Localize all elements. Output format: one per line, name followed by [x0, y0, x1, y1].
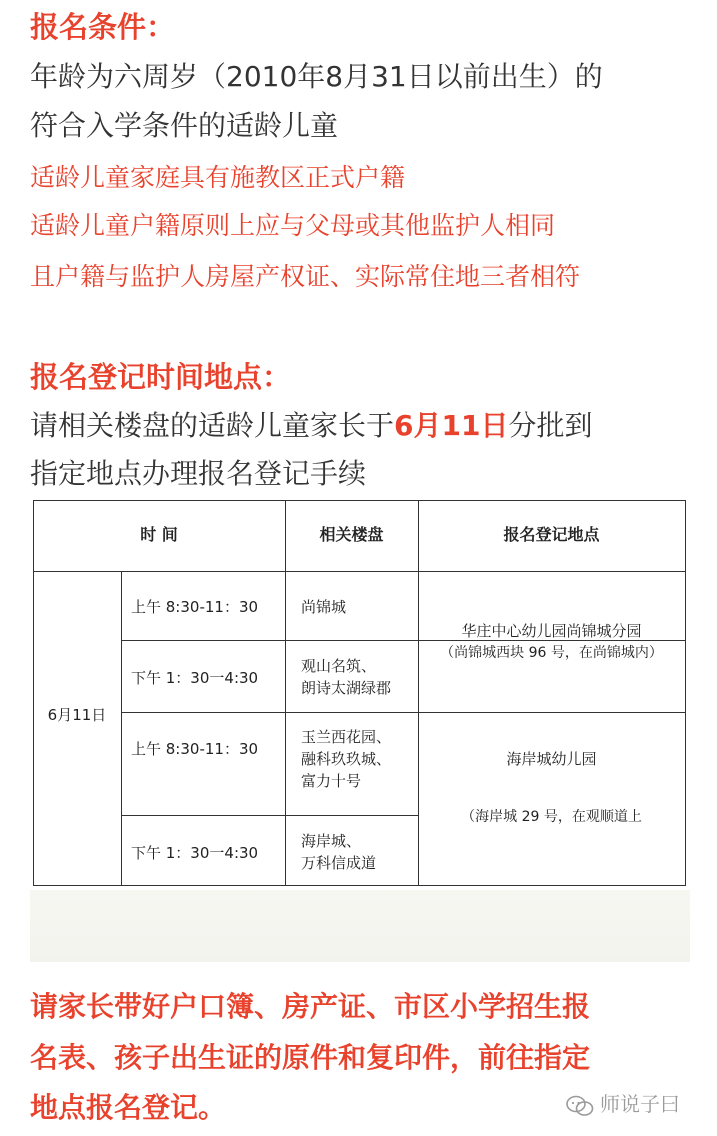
- section-title-time-place: 报名登记时间地点：: [30, 360, 292, 394]
- location-cell-2: [418, 748, 685, 828]
- location-2-address: （海岸城 29 号，在观顺道上: [461, 809, 642, 825]
- estate-cell-3: [301, 726, 391, 792]
- section-title-conditions: 报名条件：: [30, 10, 176, 44]
- conditions-line-2: 符合入学条件的适龄儿童: [30, 109, 339, 142]
- estate-cell-4: [301, 830, 376, 874]
- estate-3-line-3: 富力十号: [301, 772, 362, 790]
- watermark-text: 师说子曰: [600, 1092, 680, 1116]
- bottom-note-line-1: 请家长带好户口簿、房产证、市区小学招生报: [30, 990, 591, 1023]
- estate-4-line-2: 万科信成道: [301, 854, 377, 872]
- location-2-name: 海岸城幼儿园: [506, 750, 597, 768]
- location-1-address: （尚锦城西块 96 号，在尚锦城内）: [440, 645, 663, 661]
- time-cell-2: 下午 1：30一4:30: [131, 669, 259, 687]
- time-place-line-1-post: 分批到: [508, 409, 593, 442]
- conditions-line-1: 年龄为六周岁（2010年8月31日以前出生）的: [30, 60, 603, 93]
- location-cell-1: [418, 620, 685, 664]
- estate-3-line-1: 玉兰西花园、: [301, 728, 392, 746]
- header-location: 报名登记地点: [503, 525, 600, 544]
- date-cell: 6月11日: [47, 706, 107, 724]
- header-time: 时 间: [140, 525, 178, 544]
- registration-date-highlight: 6月11日: [394, 409, 509, 442]
- time-cell-1: 上午 8:30-11：30: [131, 598, 259, 616]
- conditions-red-line-3: 且户籍与监护人房屋产权证、实际常住地三者相符: [30, 262, 581, 291]
- header-estates: 相关楼盘: [319, 525, 384, 544]
- bottom-note-line-3: 地点报名登记。: [30, 1091, 227, 1124]
- time-cell-4: 下午 1：30一4:30: [131, 844, 259, 862]
- location-1-name: 华庄中心幼儿园尚锦城分园: [461, 622, 642, 640]
- faded-band: [30, 890, 690, 962]
- time-place-line-1: [30, 404, 592, 444]
- wechat-icon: [566, 1095, 594, 1117]
- estate-2-line-2: 朗诗太湖绿郡: [301, 679, 392, 697]
- time-place-line-2: 指定地点办理报名登记手续: [30, 457, 367, 490]
- registration-table: [33, 500, 686, 886]
- estate-1-line-1: 尚锦城: [301, 598, 347, 616]
- conditions-red-line-1: 适龄儿童家庭具有施教区正式户籍: [30, 163, 406, 192]
- estate-cell-1: [301, 596, 346, 618]
- estate-4-line-1: 海岸城、: [301, 832, 362, 850]
- estate-cell-2: [301, 655, 391, 699]
- conditions-red-line-2: 适龄儿童户籍原则上应与父母或其他监护人相同: [30, 211, 556, 240]
- time-cell-3: 上午 8:30-11：30: [131, 740, 259, 758]
- bottom-note-line-2: 名表、孩子出生证的原件和复印件，前往指定: [30, 1041, 591, 1074]
- time-place-line-1-pre: 请相关楼盘的适龄儿童家长于: [30, 409, 395, 442]
- watermark: [566, 1088, 680, 1117]
- estate-3-line-2: 融科玖玖城、: [301, 750, 392, 768]
- estate-2-line-1: 观山名筑、: [301, 657, 377, 675]
